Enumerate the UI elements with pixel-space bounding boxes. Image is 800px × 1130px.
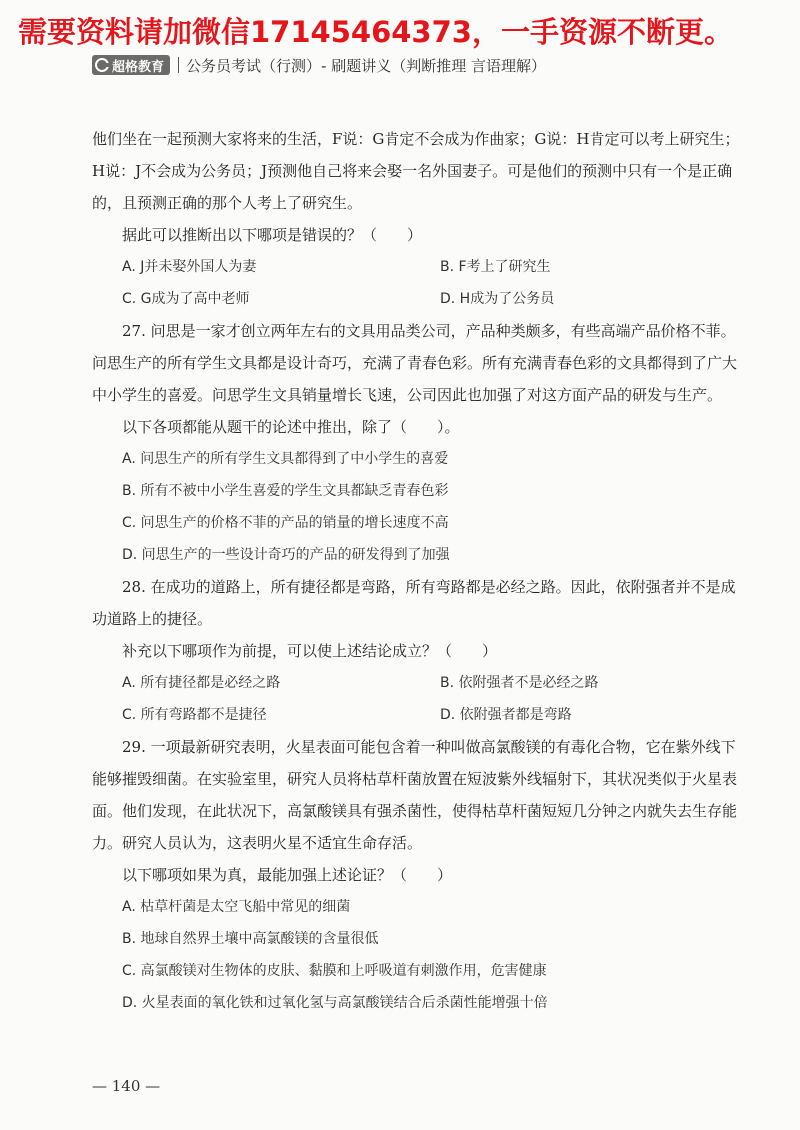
q27-option-d: D. 问思生产的一些设计奇巧的产品的研发得到了加强 [122,547,450,563]
q29-option-c: C. 高氯酸镁对生物体的皮肤、黏膜和上呼吸道有刺激作用，危害健康 [122,963,547,979]
q28-option-d: D. 依附强者都是弯路 [440,707,572,723]
option-c: C. G成为了高中老师 [122,291,250,307]
q27-stem: 27. 问思是一家才创立两年左右的文具用品类公司，产品种类颇多，有些高端产品价格不菲。问思生产的所有学生文具都是设计奇巧，充满了青春色彩。所有充满青春色彩的文具都得到了广大中小学生的喜爱。问思学生文具销量增长飞速，公司因此也加强了对这方面产品的研发与生产。 [92,322,738,404]
intro-paragraph: 他们坐在一起预测大家将来的生活，F说：G肯定不会成为作曲家；G说：H肯定可以考上研究生；H说：J不会成为公务员；J预测他自己将来会娶一名外国妻子。可是他们的预测中只有一个是正确的，且预测正确的那个人考上了研究生。 [92,130,740,212]
q29-option-d: D. 火星表面的氧化铁和过氧化氢与高氯酸镁结合后杀菌性能增强十倍 [122,995,548,1011]
q29-option-b: B. 地球自然界土壤中高氯酸镁的含量很低 [122,931,379,947]
header-title: 公务员考试（行测）- 刷题讲义（判断推理 言语理解） [186,56,546,75]
q27-option-a: A. 问思生产的所有学生文具都得到了中小学生的喜爱 [122,451,449,467]
page-header [92,54,546,76]
q28-options-row [92,667,742,699]
q29-question: 以下哪项如果为真，最能加强上述论证？（ ） [122,866,453,884]
q28-options-row [92,699,742,731]
option-a: A. J并未娶外国人为妻 [122,259,257,275]
q28-option-b: B. 依附强者不是必经之路 [440,675,599,691]
intro-options-row [92,283,742,315]
q28-option-a: A. 所有捷径都是必经之路 [122,675,281,691]
q28-question: 补充以下哪项作为前提，可以使上述结论成立？（ ） [122,642,498,660]
q27-option-c: C. 问思生产的价格不菲的产品的销量的增长速度不高 [122,515,449,531]
watermark-banner: 需要资料请加微信17145464373，一手资源不断更。 [18,15,733,49]
option-d: D. H成为了公务员 [440,291,555,307]
publisher-logo [92,55,170,75]
q29-stem: 29. 一项最新研究表明，火星表面可能包含着一种叫做高氯酸镁的有毒化合物，它在紫外线下能够摧毁细菌。在实验室里，研究人员将枯草杆菌放置在短波紫外线辐射下，其状况类似于火星表面。他们发现，在此状况下，高氯酸镁具有强杀菌性，使得枯草杆菌短短几分钟之内就失去生存能力。研究人员认为，这表明火星不适宜生命存活。 [92,738,738,852]
page-content [92,123,742,1019]
header-divider [178,57,179,73]
logo-text: 超格教育 [112,59,165,75]
q27-option-b: B. 所有不被中小学生喜爱的学生文具都缺乏青春色彩 [122,483,449,499]
g-circle-icon [95,58,109,72]
q27-question: 以下各项都能从题干的论述中推出，除了（ ）。 [122,418,460,436]
intro-options-row [92,251,742,283]
intro-question: 据此可以推断出以下哪项是错误的？（ ） [122,226,423,244]
page-number: — 140 — [92,1077,161,1095]
q28-stem: 28. 在成功的道路上，所有捷径都是弯路，所有弯路都是必经之路。因此，依附强者并不是成功道路上的捷径。 [92,578,736,628]
q28-option-c: C. 所有弯路都不是捷径 [122,707,267,723]
option-b: B. F考上了研究生 [440,259,551,275]
q29-option-a: A. 枯草杆菌是太空飞船中常见的细菌 [122,899,351,915]
